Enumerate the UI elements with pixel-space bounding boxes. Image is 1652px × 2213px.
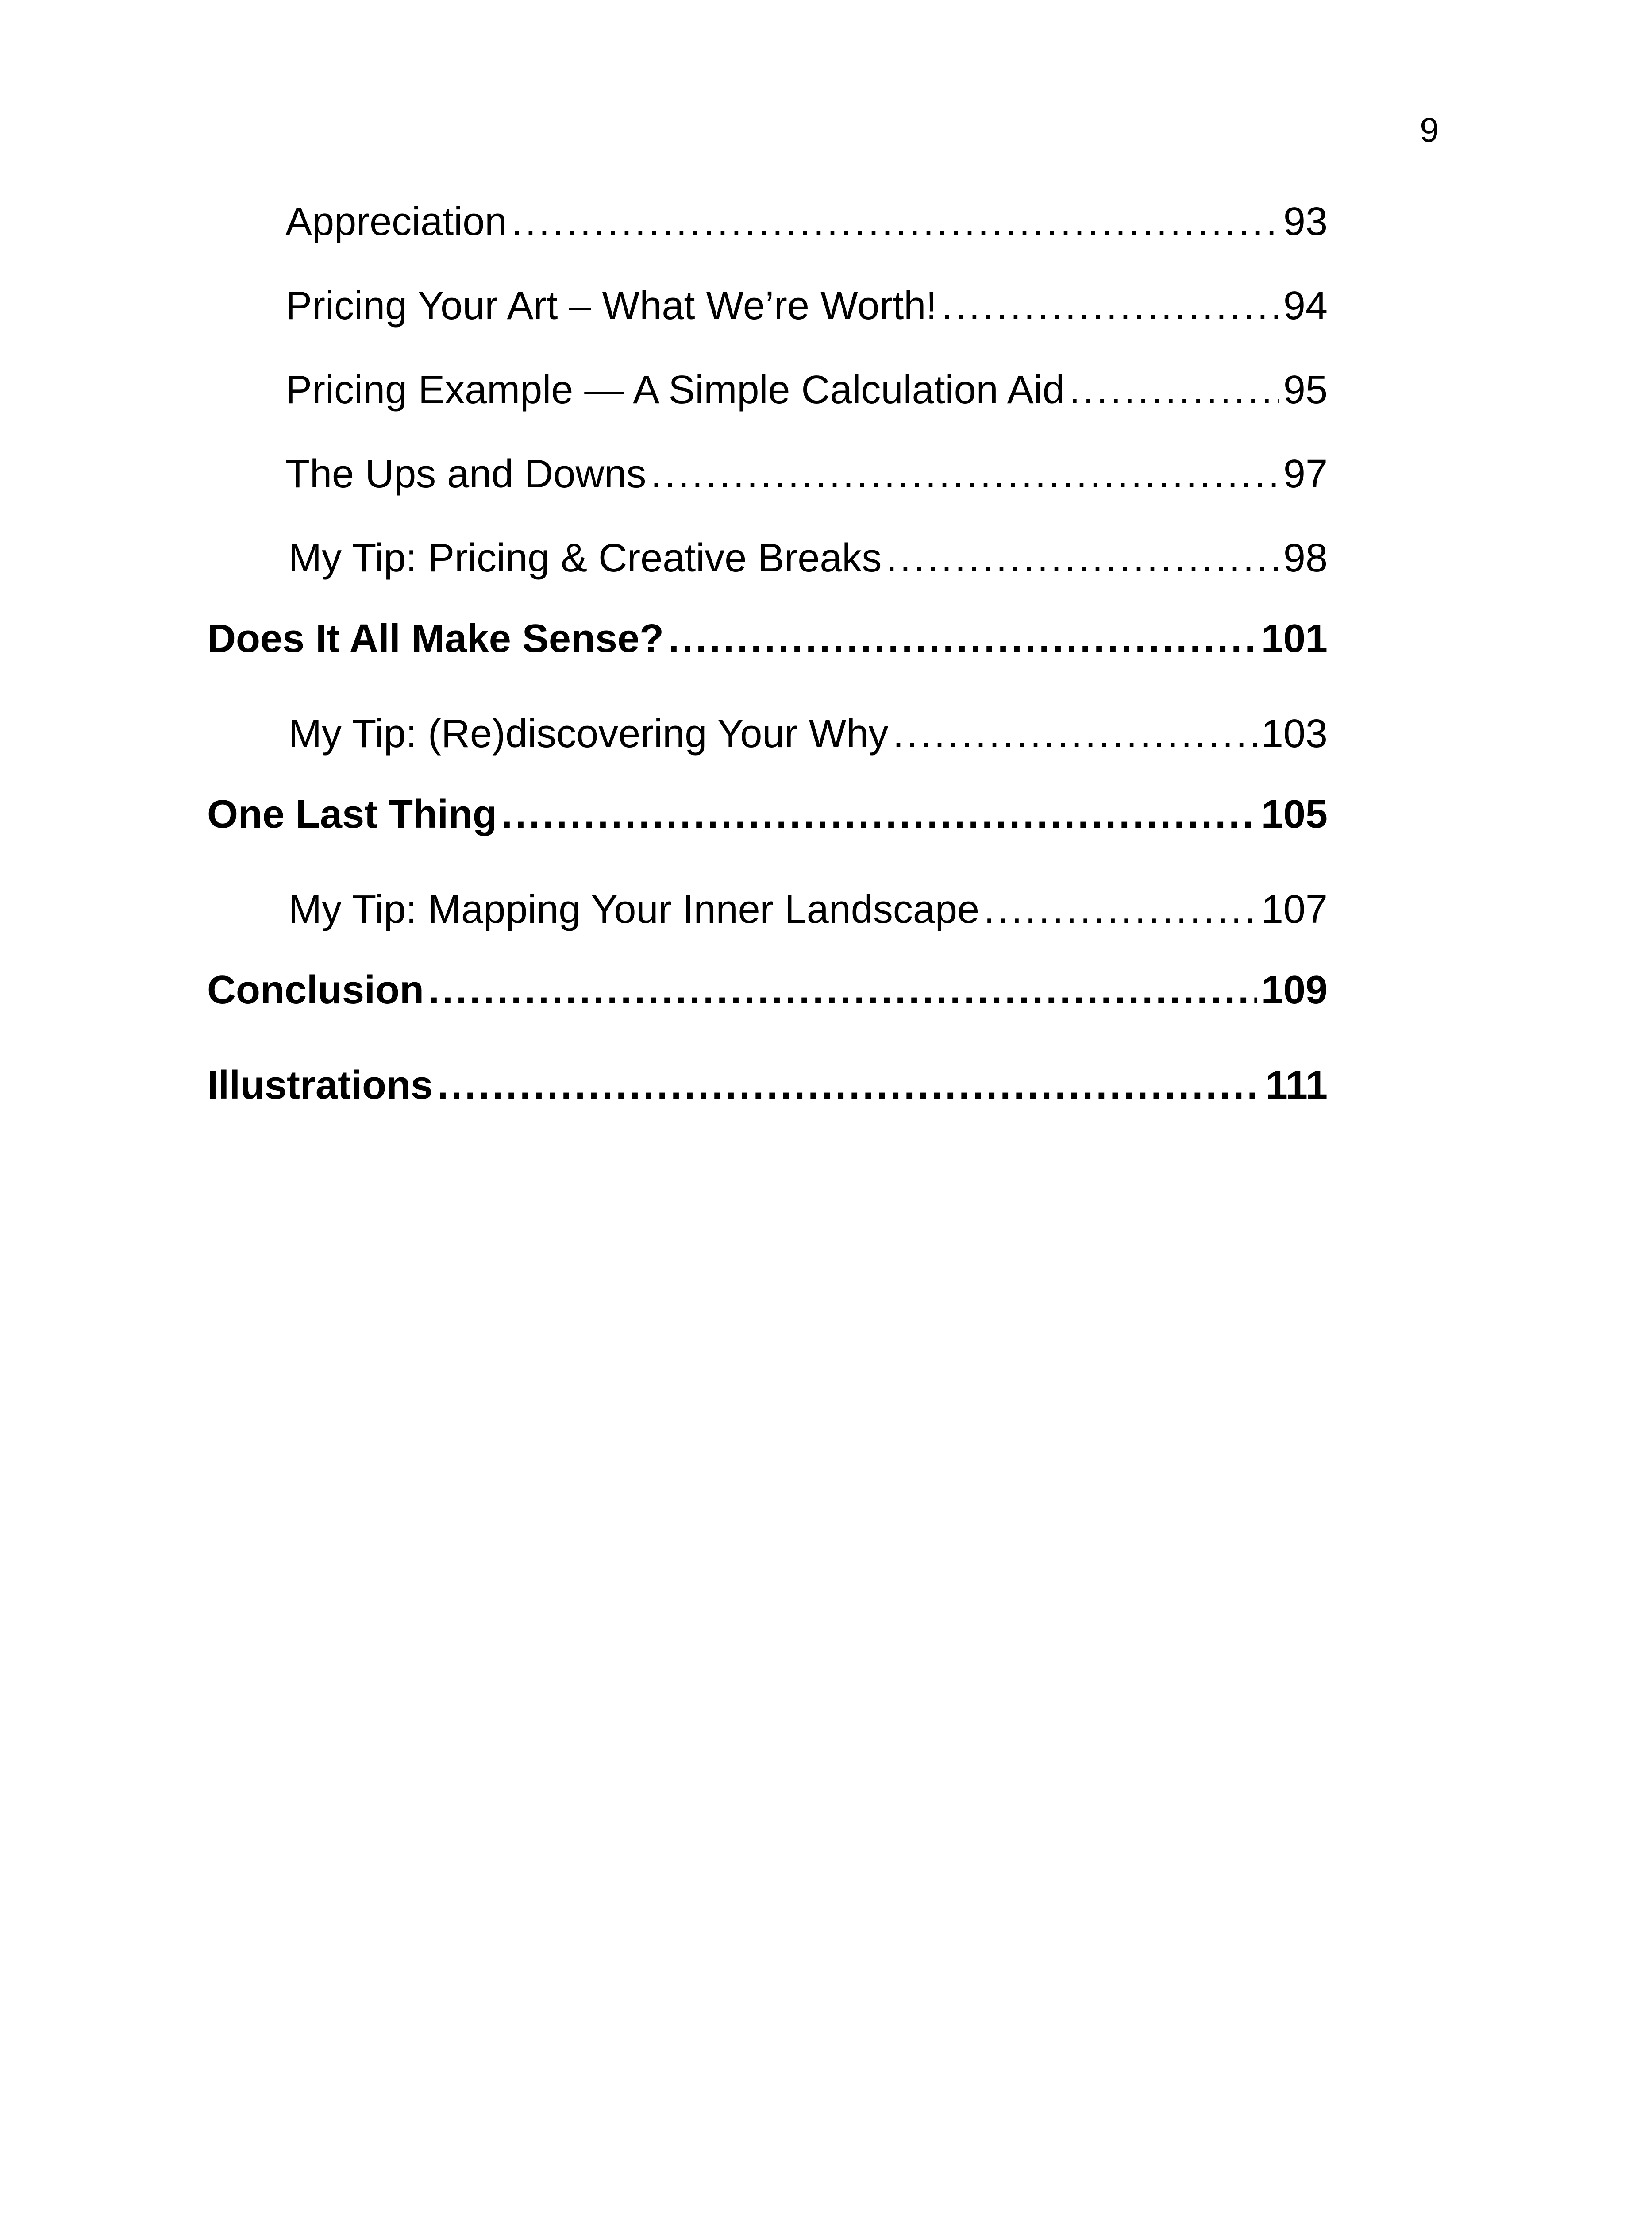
toc-entry-page: 95 (1283, 368, 1328, 412)
toc-dot-leader (668, 616, 1257, 662)
toc-entry-page: 109 (1261, 968, 1328, 1012)
toc-entry-does-it-all-make-sense[interactable] (207, 616, 1328, 678)
page-number: 9 (1420, 110, 1439, 149)
toc-dot-leader (428, 968, 1257, 1013)
toc-entry-tip-pricing-breaks[interactable] (289, 536, 1328, 598)
toc-dot-leader (511, 199, 1279, 245)
toc-entry-page: 103 (1261, 712, 1328, 756)
toc-entry-page: 94 (1283, 284, 1328, 328)
toc-dot-leader (501, 792, 1257, 837)
toc-entry-title: Pricing Example — A Simple Calculation Aid (285, 368, 1065, 412)
toc-entry-tip-rediscovering-why[interactable] (289, 711, 1328, 773)
toc-entry-title: Appreciation (285, 200, 507, 244)
toc-entry-one-last-thing[interactable] (207, 792, 1328, 854)
toc-entry-title: Conclusion (207, 968, 424, 1012)
toc-entry-page: 101 (1261, 617, 1328, 661)
toc-dot-leader (886, 536, 1278, 581)
toc-entry-title: My Tip: Pricing & Creative Breaks (289, 536, 882, 580)
toc-entry-pricing-example[interactable] (285, 367, 1328, 429)
toc-entry-page: 93 (1283, 200, 1328, 244)
toc-entry-illustrations[interactable] (207, 1063, 1328, 1125)
toc-entry-conclusion[interactable] (207, 968, 1328, 1029)
toc-entry-title: One Last Thing (207, 792, 497, 837)
toc-entry-page: 107 (1261, 887, 1328, 932)
toc-entry-title: Pricing Your Art – What We’re Worth! (285, 284, 937, 328)
toc-entry-title: My Tip: (Re)discovering Your Why (289, 712, 889, 756)
toc-entry-page: 105 (1261, 792, 1328, 837)
toc-entry-appreciation[interactable] (285, 199, 1328, 261)
toc-entry-title: Does It All Make Sense? (207, 617, 664, 661)
toc-dot-leader (941, 283, 1279, 329)
toc-dot-leader (651, 451, 1278, 497)
toc-entry-title: Illustrations (207, 1063, 433, 1107)
toc-entry-ups-and-downs[interactable] (285, 451, 1328, 513)
toc-entry-pricing-your-art[interactable] (285, 283, 1328, 345)
toc-dot-leader (1069, 367, 1279, 413)
toc-dot-leader (437, 1063, 1261, 1108)
toc-entry-tip-inner-landscape[interactable] (289, 887, 1328, 949)
toc-dot-leader (984, 887, 1257, 933)
toc-entry-title: The Ups and Downs (285, 452, 647, 496)
toc-entry-title: My Tip: Mapping Your Inner Landscape (289, 887, 980, 932)
toc-dot-leader (893, 711, 1257, 757)
toc-entry-page: 97 (1283, 452, 1328, 496)
toc-entry-page: 98 (1283, 536, 1328, 580)
toc-entry-page: 111 (1265, 1063, 1328, 1107)
